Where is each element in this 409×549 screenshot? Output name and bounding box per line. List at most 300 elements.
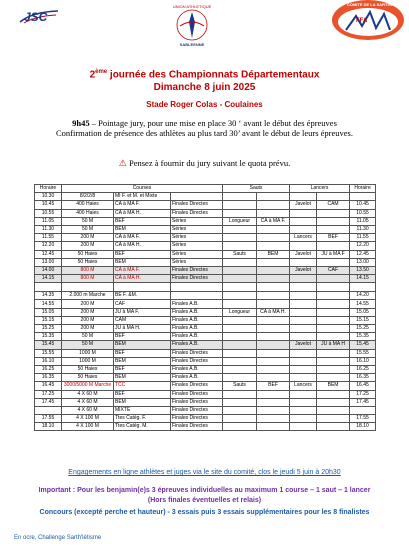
table-cell: CA à MA F. bbox=[114, 266, 171, 274]
table-cell bbox=[317, 217, 350, 225]
table-cell bbox=[62, 283, 114, 292]
table-cell: 4 X 60 M bbox=[62, 390, 114, 398]
table-cell: Sauts bbox=[223, 250, 257, 258]
challenge-note: En ocre, Challenge Sarth'létisme bbox=[14, 535, 102, 541]
table-cell bbox=[257, 341, 290, 349]
table-cell: 10.55 bbox=[35, 209, 62, 217]
table-row bbox=[35, 300, 376, 308]
table-cell: 15.15 bbox=[350, 316, 376, 324]
table-cell bbox=[223, 234, 257, 242]
table-cell: CA à MA H. bbox=[257, 308, 290, 316]
table-cell bbox=[223, 365, 257, 373]
table-cell bbox=[317, 349, 350, 357]
table-cell bbox=[317, 406, 350, 414]
union-logo-top-text: UNION ATHLETIQUE bbox=[172, 4, 212, 9]
table-cell: Séries bbox=[171, 225, 223, 233]
table-cell bbox=[223, 390, 257, 398]
table-cell: 14.55 bbox=[350, 300, 376, 308]
table-cell bbox=[290, 193, 317, 201]
header-horaire-right: Horaire bbox=[350, 185, 376, 193]
table-cell: 16.35 bbox=[35, 374, 62, 382]
table-row bbox=[35, 390, 376, 398]
table-cell: Séries bbox=[171, 258, 223, 266]
comite-sarthe-logo bbox=[318, 0, 409, 44]
table-cell: 50 Haies bbox=[62, 365, 114, 373]
table-cell: 200 M bbox=[62, 316, 114, 324]
table-cell: Finales Directes bbox=[171, 398, 223, 406]
table-cell: 14.00 bbox=[35, 266, 62, 274]
table-cell bbox=[290, 349, 317, 357]
table-cell: 15.35 bbox=[35, 333, 62, 341]
table-cell bbox=[290, 209, 317, 217]
table-cell bbox=[223, 349, 257, 357]
table-cell: 15.05 bbox=[350, 308, 376, 316]
table-cell bbox=[317, 325, 350, 333]
table-cell bbox=[257, 398, 290, 406]
table-cell: 16.25 bbox=[35, 365, 62, 373]
table-cell: 13.00 bbox=[350, 258, 376, 266]
table-row bbox=[35, 325, 376, 333]
table-cell bbox=[223, 292, 257, 300]
table-cell: 11.05 bbox=[350, 217, 376, 225]
table-cell: CA à MA F. bbox=[114, 201, 171, 209]
table-row bbox=[35, 415, 376, 423]
table-cell bbox=[290, 374, 317, 382]
intro-line-1 bbox=[0, 118, 409, 128]
intro-line-2: Confirmation de présence des athlètes au plus tard 30’ avant le début de leurs épreuves. bbox=[55, 128, 353, 138]
table-cell bbox=[290, 325, 317, 333]
table-cell bbox=[223, 242, 257, 250]
table-cell bbox=[290, 316, 317, 324]
table-cell bbox=[317, 275, 350, 283]
table-cell bbox=[223, 275, 257, 283]
table-cell: Javelot bbox=[290, 341, 317, 349]
table-cell bbox=[290, 333, 317, 341]
table-cell: 200 M bbox=[62, 242, 114, 250]
table-cell: 13.00 bbox=[35, 258, 62, 266]
table-row bbox=[35, 193, 376, 201]
table-cell bbox=[350, 283, 376, 292]
table-cell bbox=[317, 398, 350, 406]
important-notice: Important : Pour les benjamin(e)s 3 épreuves individuelles au maximum 1 course – 1 saut – 1 lancer bbox=[38, 487, 371, 494]
table-cell: Finales A.B. bbox=[171, 300, 223, 308]
table-cell: 18.10 bbox=[35, 423, 62, 431]
table-cell bbox=[317, 365, 350, 373]
table-cell bbox=[257, 349, 290, 357]
table-cell bbox=[290, 390, 317, 398]
table-row bbox=[35, 365, 376, 373]
table-cell bbox=[317, 283, 350, 292]
table-cell: Séries bbox=[171, 250, 223, 258]
table-cell: 11.55 bbox=[35, 234, 62, 242]
table-cell: MIXTE bbox=[114, 406, 171, 414]
table-cell: 15.35 bbox=[350, 333, 376, 341]
table-cell bbox=[290, 365, 317, 373]
table-cell: Finales Directes bbox=[171, 275, 223, 283]
table-cell: 1000 M bbox=[62, 357, 114, 365]
table-row bbox=[35, 283, 376, 292]
event-date: Dimanche 8 juin 2025 bbox=[153, 82, 256, 93]
table-cell bbox=[317, 300, 350, 308]
table-cell: Finales Directes bbox=[171, 423, 223, 431]
table-cell: 15.25 bbox=[350, 325, 376, 333]
table-cell bbox=[223, 300, 257, 308]
title-ordinal-suffix: ème bbox=[95, 69, 108, 75]
table-cell: 50 M bbox=[62, 333, 114, 341]
table-cell bbox=[223, 406, 257, 414]
table-cell: BEM bbox=[114, 357, 171, 365]
table-cell: Finales A.B. bbox=[171, 308, 223, 316]
table-cell: Finales Directes bbox=[171, 406, 223, 414]
table-cell bbox=[223, 209, 257, 217]
table-cell: Finales A.B. bbox=[171, 374, 223, 382]
table-cell bbox=[317, 242, 350, 250]
table-cell bbox=[290, 398, 317, 406]
table-cell: 11.55 bbox=[350, 234, 376, 242]
table-cell: Séries bbox=[171, 217, 223, 225]
table-cell bbox=[257, 333, 290, 341]
table-row bbox=[35, 382, 376, 390]
table-row bbox=[35, 406, 376, 414]
table-row bbox=[35, 225, 376, 233]
table-cell bbox=[317, 292, 350, 300]
table-cell bbox=[257, 283, 290, 292]
table-cell: BEM bbox=[114, 374, 171, 382]
table-cell: CA à MA H. bbox=[114, 242, 171, 250]
table-cell: 50 M bbox=[62, 341, 114, 349]
table-cell: JU à MA H bbox=[317, 341, 350, 349]
intro-line-3-text: Pensez à fournir du jury suivant le quota prévu. bbox=[126, 158, 291, 168]
table-cell: Finales Directes bbox=[171, 382, 223, 390]
table-cell: Finales Directes bbox=[171, 349, 223, 357]
table-cell bbox=[257, 234, 290, 242]
table-cell: 15.55 bbox=[35, 349, 62, 357]
title-ordinal: 2 bbox=[89, 69, 96, 81]
table-cell: 15.05 bbox=[35, 308, 62, 316]
table-cell: 200 M bbox=[62, 234, 114, 242]
table-cell: BEM bbox=[257, 250, 290, 258]
table-cell: 2.000 m Marche bbox=[62, 292, 114, 300]
table-cell: CAM bbox=[114, 316, 171, 324]
table-cell bbox=[257, 300, 290, 308]
table-cell: BEM bbox=[114, 341, 171, 349]
table-cell: CA à MA F. bbox=[257, 217, 290, 225]
table-cell bbox=[257, 374, 290, 382]
table-cell: Finales Directes bbox=[171, 390, 223, 398]
table-cell: 12.45 bbox=[350, 250, 376, 258]
table-cell bbox=[223, 423, 257, 431]
table-cell: 14.55 bbox=[35, 300, 62, 308]
table-header-row bbox=[35, 185, 376, 193]
table-cell: 11.30 bbox=[350, 225, 376, 233]
table-cell: 800 M bbox=[62, 275, 114, 283]
table-row bbox=[35, 250, 376, 258]
table-cell: 200 M bbox=[62, 300, 114, 308]
table-cell bbox=[171, 283, 223, 292]
table-cell: 400 Haies bbox=[62, 209, 114, 217]
table-cell bbox=[317, 308, 350, 316]
table-cell: Finales Directes bbox=[171, 266, 223, 274]
table-cell: Javelot bbox=[290, 266, 317, 274]
table-cell: CA à MA H. bbox=[114, 209, 171, 217]
table-cell: Ttes Catég. M. bbox=[114, 423, 171, 431]
table-cell bbox=[317, 374, 350, 382]
comite-logo-mark: FFA bbox=[356, 18, 368, 24]
table-cell bbox=[257, 266, 290, 274]
table-cell: Sauts bbox=[223, 382, 257, 390]
table-cell bbox=[290, 292, 317, 300]
table-cell bbox=[257, 258, 290, 266]
table-cell: 15.45 bbox=[35, 341, 62, 349]
table-cell bbox=[290, 423, 317, 431]
table-cell: CA à MA F. bbox=[114, 234, 171, 242]
table-cell bbox=[290, 275, 317, 283]
table-cell: Finales Directes bbox=[171, 209, 223, 217]
table-cell: 8/2/2/8 bbox=[62, 193, 114, 201]
table-cell bbox=[290, 308, 317, 316]
table-cell: 200 M bbox=[62, 325, 114, 333]
table-cell bbox=[223, 374, 257, 382]
table-row bbox=[35, 234, 376, 242]
table-cell: BEF bbox=[114, 365, 171, 373]
table-cell: Lancers bbox=[290, 382, 317, 390]
table-cell: BEM bbox=[114, 225, 171, 233]
table-row bbox=[35, 275, 376, 283]
table-row bbox=[35, 357, 376, 365]
table-row bbox=[35, 201, 376, 209]
table-cell bbox=[290, 415, 317, 423]
table-cell: 50 Haies bbox=[62, 258, 114, 266]
table-row bbox=[35, 349, 376, 357]
table-row bbox=[35, 209, 376, 217]
table-row bbox=[35, 266, 376, 274]
table-cell bbox=[350, 193, 376, 201]
table-cell bbox=[257, 242, 290, 250]
table-cell: Séries bbox=[171, 242, 223, 250]
table-cell bbox=[317, 333, 350, 341]
table-cell bbox=[290, 406, 317, 414]
table-row bbox=[35, 333, 376, 341]
table-cell: 13.50 bbox=[350, 266, 376, 274]
table-cell: 15.55 bbox=[350, 349, 376, 357]
table-cell: BE F. &M. bbox=[114, 292, 171, 300]
table-cell: 14.35 bbox=[35, 292, 62, 300]
table-row bbox=[35, 242, 376, 250]
engagement-notice-text: Engagements en ligne athlètes et juges via le site du comité, clos le jeudi 5 juin à 20h30 bbox=[68, 469, 341, 476]
table-cell bbox=[171, 193, 223, 201]
table-cell: TCC bbox=[114, 382, 171, 390]
table-cell: 10.45 bbox=[35, 201, 62, 209]
table-row bbox=[35, 292, 376, 300]
comite-logo-text: COMITÉ DE LA SARTHE bbox=[346, 2, 394, 7]
table-cell bbox=[317, 258, 350, 266]
table-cell: Finales A.B. bbox=[171, 333, 223, 341]
table-cell: 14.15 bbox=[350, 275, 376, 283]
table-cell: 4 X 60 M bbox=[62, 398, 114, 406]
table-cell: 1000 M bbox=[62, 349, 114, 357]
table-cell bbox=[223, 415, 257, 423]
table-cell bbox=[223, 225, 257, 233]
table-cell: BEF bbox=[317, 234, 350, 242]
table-cell: BEF bbox=[114, 333, 171, 341]
table-cell bbox=[257, 415, 290, 423]
table-cell bbox=[223, 266, 257, 274]
table-cell: Javelot bbox=[290, 250, 317, 258]
jsc-logo-text: JSC bbox=[24, 10, 48, 24]
table-cell: CA à MA H. bbox=[114, 275, 171, 283]
table-cell: 16.10 bbox=[350, 357, 376, 365]
table-cell bbox=[257, 325, 290, 333]
schedule-body bbox=[35, 193, 376, 431]
table-cell: 10.30 bbox=[35, 193, 62, 201]
table-cell: CAF bbox=[114, 300, 171, 308]
table-cell: CAF bbox=[317, 266, 350, 274]
table-cell: Finales A.B. bbox=[171, 316, 223, 324]
table-cell: 15.25 bbox=[35, 325, 62, 333]
table-row bbox=[35, 316, 376, 324]
table-cell bbox=[257, 275, 290, 283]
table-cell bbox=[317, 316, 350, 324]
table-cell bbox=[290, 258, 317, 266]
table-cell bbox=[223, 325, 257, 333]
table-cell bbox=[317, 225, 350, 233]
table-cell bbox=[317, 209, 350, 217]
table-cell bbox=[257, 193, 290, 201]
table-cell: JU à MA H. bbox=[114, 325, 171, 333]
table-cell: 50 M bbox=[62, 225, 114, 233]
table-cell: 16.10 bbox=[35, 357, 62, 365]
table-cell bbox=[290, 300, 317, 308]
table-cell: 50 Haies bbox=[62, 374, 114, 382]
table-cell: BEM bbox=[114, 258, 171, 266]
table-cell: BEF bbox=[114, 217, 171, 225]
table-cell: 17.55 bbox=[350, 415, 376, 423]
table-cell: 11.05 bbox=[35, 217, 62, 225]
table-cell bbox=[35, 283, 62, 292]
table-cell: 50 M bbox=[62, 217, 114, 225]
table-cell: 16.25 bbox=[350, 365, 376, 373]
important-notice-sub: (Hors finales éventuelles et relais) bbox=[147, 497, 262, 504]
table-cell: 12.20 bbox=[35, 242, 62, 250]
table-cell bbox=[317, 193, 350, 201]
table-cell bbox=[317, 423, 350, 431]
table-cell: 16.35 bbox=[350, 374, 376, 382]
table-cell bbox=[350, 406, 376, 414]
table-cell bbox=[257, 406, 290, 414]
table-cell bbox=[223, 398, 257, 406]
table-cell bbox=[257, 390, 290, 398]
table-cell: 3000/5000 M Marche bbox=[62, 382, 114, 390]
table-cell: 50 Haies bbox=[62, 250, 114, 258]
table-cell: 15.15 bbox=[35, 316, 62, 324]
table-cell bbox=[223, 283, 257, 292]
table-row bbox=[35, 217, 376, 225]
table-cell bbox=[257, 357, 290, 365]
table-cell: 4 X 100 M bbox=[62, 415, 114, 423]
table-cell: 17.25 bbox=[35, 390, 62, 398]
table-cell bbox=[223, 258, 257, 266]
table-cell bbox=[317, 357, 350, 365]
table-cell: JU à MA F. bbox=[114, 308, 171, 316]
table-cell bbox=[317, 390, 350, 398]
concours-notice: Concours (excepté perche et hauteur) - 3 essais puis 3 essais supplémentaires pour les 8 finalistes bbox=[39, 509, 370, 516]
table-cell bbox=[257, 225, 290, 233]
table-cell bbox=[223, 341, 257, 349]
table-cell bbox=[223, 193, 257, 201]
table-row bbox=[35, 341, 376, 349]
union-athletique-logo bbox=[162, 4, 222, 48]
table-cell: BEF bbox=[114, 349, 171, 357]
intro-line-1-text: – Pointage jury, pour une mise en place 30 ‘ avant le début des épreuves bbox=[89, 118, 337, 128]
table-cell: 14.15 bbox=[35, 275, 62, 283]
table-cell: 4 X 100 M bbox=[62, 423, 114, 431]
table-row bbox=[35, 258, 376, 266]
table-cell bbox=[257, 209, 290, 217]
table-cell bbox=[257, 201, 290, 209]
table-cell: 10.45 bbox=[350, 201, 376, 209]
table-cell: Javelot bbox=[290, 201, 317, 209]
engagement-notice bbox=[0, 469, 409, 476]
table-row bbox=[35, 374, 376, 382]
table-cell bbox=[257, 365, 290, 373]
table-cell bbox=[290, 225, 317, 233]
table-cell: 17.45 bbox=[350, 398, 376, 406]
table-cell: Longueur bbox=[223, 308, 257, 316]
table-cell: MI F. et M. et Mixte bbox=[114, 193, 171, 201]
header-courses: Courses bbox=[62, 185, 223, 193]
table-cell: 18.10 bbox=[350, 423, 376, 431]
table-cell: 17.25 bbox=[350, 390, 376, 398]
table-cell bbox=[290, 217, 317, 225]
table-cell: Finales A.B. bbox=[171, 325, 223, 333]
table-cell bbox=[290, 283, 317, 292]
table-cell: 400 Haies bbox=[62, 201, 114, 209]
table-cell: Finales Directes bbox=[171, 201, 223, 209]
table-row bbox=[35, 398, 376, 406]
table-cell bbox=[257, 316, 290, 324]
event-venue: Stade Roger Colas - Coulaines bbox=[146, 100, 263, 109]
table-cell: Lancers bbox=[290, 234, 317, 242]
table-cell: 14.20 bbox=[350, 292, 376, 300]
page-title bbox=[0, 69, 409, 80]
table-cell: Ttes Catég. F. bbox=[114, 415, 171, 423]
table-row bbox=[35, 423, 376, 431]
table-cell: Finales Directes bbox=[171, 357, 223, 365]
union-logo-bottom-text: SABLEENNE bbox=[179, 42, 205, 47]
table-cell: 4 X 60 M bbox=[62, 406, 114, 414]
table-cell: 12.45 bbox=[35, 250, 62, 258]
table-cell: 16.45 bbox=[350, 382, 376, 390]
header-horaire: Horaire bbox=[35, 185, 62, 193]
table-cell: Finales A.B. bbox=[171, 341, 223, 349]
table-cell bbox=[317, 415, 350, 423]
table-cell: 800 M bbox=[62, 266, 114, 274]
table-cell: BEF bbox=[114, 390, 171, 398]
table-cell: Longueur bbox=[223, 217, 257, 225]
title-rest: journée des Championnats Départementaux bbox=[107, 69, 320, 81]
table-cell: CAM bbox=[317, 201, 350, 209]
warning-icon: ⚠ bbox=[118, 158, 127, 168]
table-cell: BEF bbox=[257, 382, 290, 390]
table-cell: BEF bbox=[114, 250, 171, 258]
table-cell bbox=[223, 316, 257, 324]
schedule-table bbox=[34, 184, 376, 431]
table-cell bbox=[290, 357, 317, 365]
table-cell: 17.45 bbox=[35, 398, 62, 406]
header-sauts: Sauts bbox=[223, 185, 290, 193]
table-cell bbox=[223, 201, 257, 209]
table-cell: Finales Directes bbox=[171, 415, 223, 423]
